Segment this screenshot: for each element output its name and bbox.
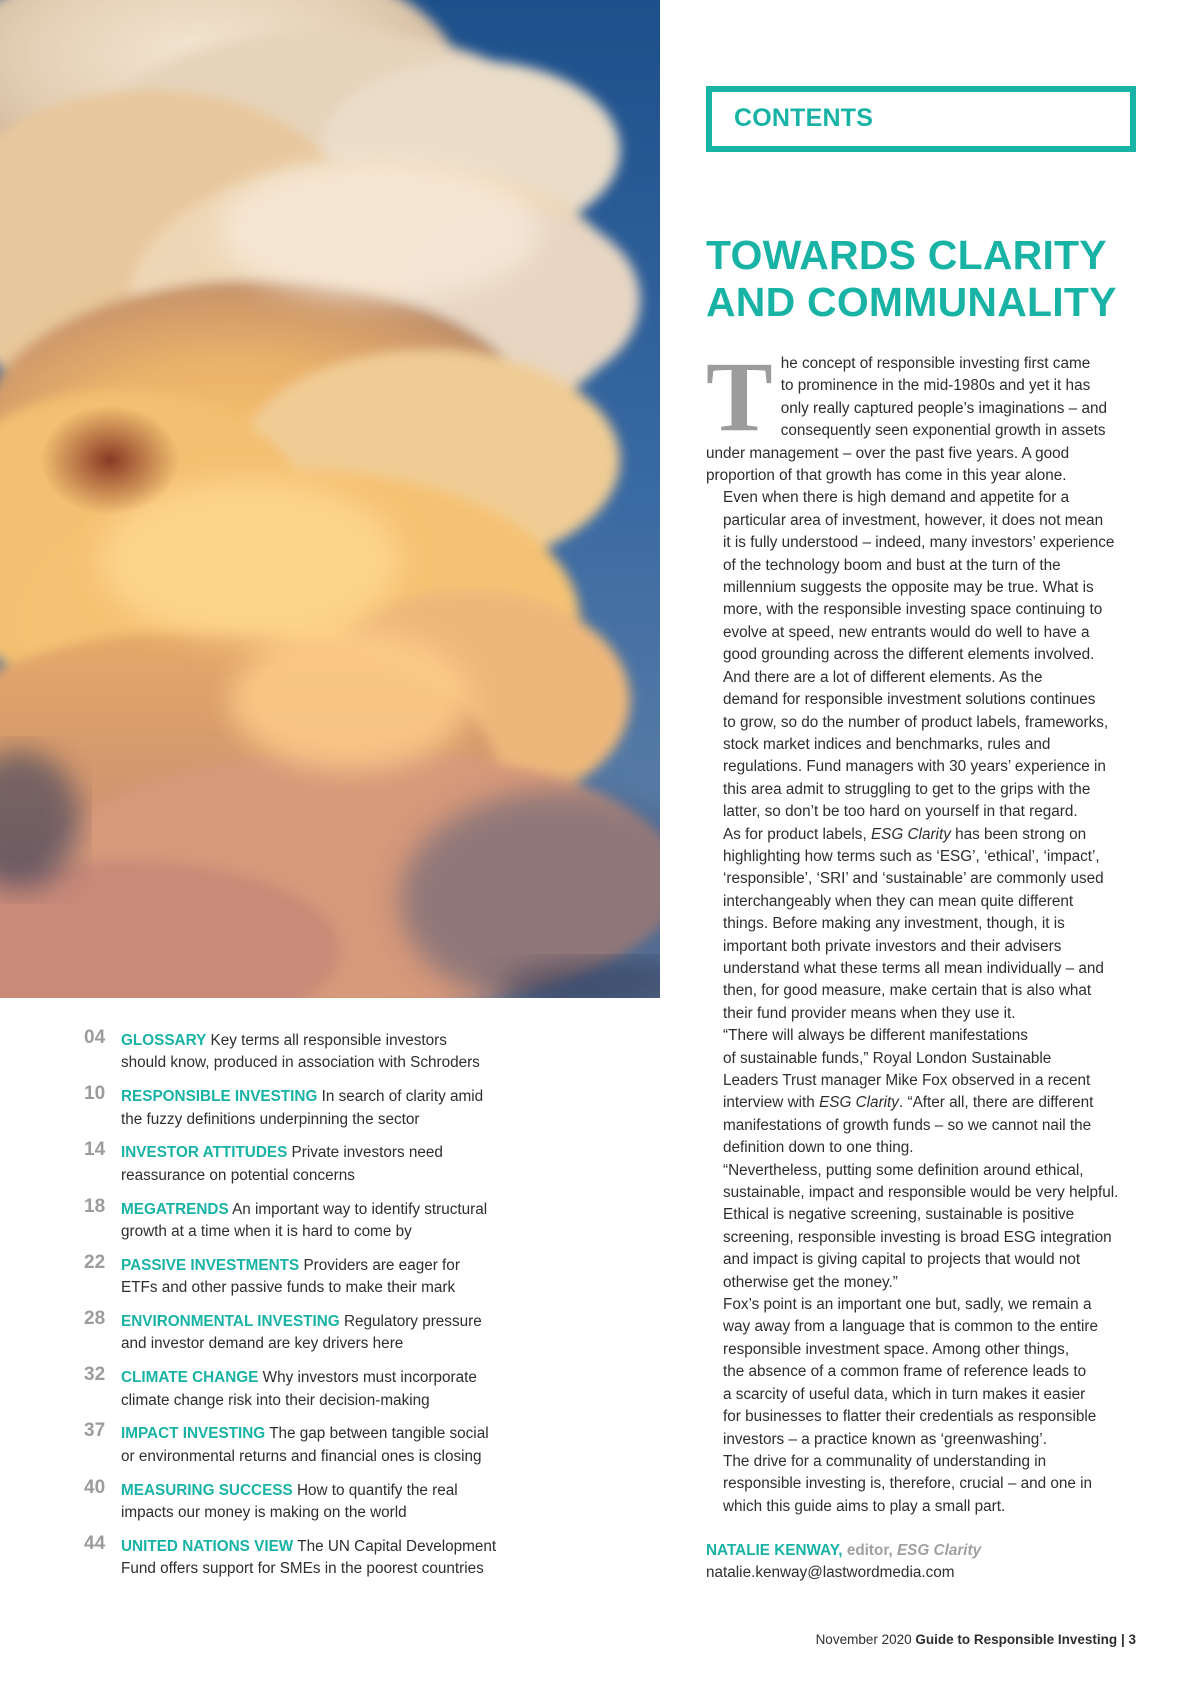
toc-entry-impact-investing[interactable]: 37 IMPACT INVESTING The gap between tangible social or environmental returns and financial ones is closing — [84, 1420, 489, 1465]
toc-entry-united-nations-view[interactable]: 44 UNITED NATIONS VIEW The UN Capital Development Fund offers support for SMEs in the poorest countries — [84, 1532, 497, 1578]
toc-entry-megatrends[interactable]: 18 MEGATRENDS An important way to identify structural growth at a time when it is hard to come by — [84, 1195, 488, 1240]
table-of-contents — [84, 1027, 584, 1592]
paragraph-3: And there are a lot of different elements. As the demand for responsible investment solutions continues to grow, so do the number of product labels, frameworks, stock market indices and benchmarks, rules and regulations. Fund managers with 30 years’ experience in this area admit to struggling to get to the grips with the latter, so don’t be too hard on yourself in that regard. — [723, 668, 1109, 821]
toc-page-number: 22 — [84, 1251, 106, 1273]
footer-date: November 2020 — [815, 1632, 912, 1647]
toc-page-number: 37 — [84, 1420, 106, 1442]
publication-name: ESG Clarity — [819, 1094, 899, 1112]
article-headline — [706, 232, 1166, 326]
toc-entry-environmental-investing[interactable]: 28 ENVIRONMENTAL INVESTING Regulatory pressure and investor demand are key drivers here — [84, 1307, 482, 1353]
page-footer — [776, 1632, 1136, 1647]
toc-entry-climate-change[interactable]: 32 CLIMATE CHANGE Why investors must incorporate climate change risk into their decision-making — [84, 1364, 477, 1409]
cloud-photo — [0, 0, 660, 998]
toc-title: MEGATRENDS — [121, 1200, 229, 1218]
author-role: editor, — [846, 1542, 893, 1559]
toc-title: PASSIVE INVESTMENTS — [121, 1256, 300, 1274]
author-name: NATALIE KENWAY, — [706, 1542, 843, 1559]
paragraph-6: “Nevertheless, putting some definition around ethical, sustainable, impact and responsible would be very helpful. Ethical is negative screening, sustainable is positive screening, responsible investing is broad ESG integration and impact is giving capital to projects that would not otherwise get the money.” — [723, 1161, 1119, 1291]
toc-title: RESPONSIBLE INVESTING — [121, 1088, 318, 1106]
byline — [706, 1540, 1136, 1585]
paragraph-1: T he concept of responsible investing first came to prominence in the mid-1980s and yet it has only really captured people’s imaginations – and consequently seen exponential growth in assets under management – over the past five years. A good proportion of that growth has come in this year alone. — [706, 341, 1107, 485]
headline-line-1: TOWARDS CLARITY — [706, 232, 1107, 278]
toc-entry-responsible-investing[interactable]: 10 RESPONSIBLE INVESTING In search of clarity amid the fuzzy definitions underpinning the sector — [84, 1083, 484, 1128]
footer-guide-title: Guide to Responsible Investing — [915, 1632, 1118, 1647]
footer-separator: | — [1120, 1632, 1125, 1647]
author-email-link[interactable]: natalie.kenway@lastwordmedia.com — [706, 1564, 955, 1582]
toc-page-number: 40 — [84, 1476, 106, 1498]
toc-page-number: 18 — [84, 1195, 106, 1217]
toc-entry-glossary[interactable]: 04 GLOSSARY Key terms all responsible investors should know, produced in association with Schroders — [84, 1027, 480, 1072]
toc-title: IMPACT INVESTING — [121, 1425, 266, 1443]
toc-title: CLIMATE CHANGE — [121, 1369, 259, 1387]
toc-title: UNITED NATIONS VIEW — [121, 1537, 294, 1555]
toc-page-number: 28 — [84, 1307, 106, 1329]
contents-header-box — [706, 86, 1136, 152]
paragraph-2: Even when there is high demand and appetite for a particular area of investment, however, it does not mean it is fully understood – indeed, many investors’ experience of the technology boom and bust at the turn of the millennium suggests the opposite may be true. What is more, with the responsible investing space continuing to evolve at speed, new entrants would do well to have a good grounding across the different elements involved. — [723, 489, 1115, 664]
publication-name: ESG Clarity — [870, 825, 951, 843]
page-number: 3 — [1128, 1632, 1136, 1647]
paragraph-4: As for product labels, ESG Clarity has been strong on highlighting how terms such as ‘ESG’, ‘ethical’, ‘impact’, ‘responsible’, ‘SRI’ and ‘sustainable’ are commonly used interchangeably when they can mean quite different things. Before making any investment, though, it is important both private investors and their advisers understand what these terms all mean individually – and then, for good measure, make certain that is also what their fund provider means when they use it. — [723, 825, 1104, 1022]
toc-title: ENVIRONMENTAL INVESTING — [121, 1312, 340, 1330]
editorial-body — [706, 341, 1130, 1518]
toc-title: INVESTOR ATTITUDES — [121, 1144, 288, 1162]
toc-title: MEASURING SUCCESS — [121, 1481, 293, 1499]
headline-line-2: AND COMMUNALITY — [706, 279, 1117, 325]
toc-entry-measuring-success[interactable]: 40 MEASURING SUCCESS How to quantify the real impacts our money is making on the world — [84, 1476, 458, 1521]
toc-page-number: 14 — [84, 1139, 106, 1161]
author-publication: ESG Clarity — [896, 1542, 982, 1559]
toc-title: GLOSSARY — [121, 1032, 207, 1049]
toc-page-number: 04 — [84, 1027, 106, 1048]
toc-entry-investor-attitudes[interactable]: 14 INVESTOR ATTITUDES Private investors need reassurance on potential concerns — [84, 1139, 443, 1184]
toc-page-number: 32 — [84, 1364, 106, 1386]
toc-page-number: 44 — [84, 1532, 106, 1554]
toc-entry-passive-investments[interactable]: 22 PASSIVE INVESTMENTS Providers are eager for ETFs and other passive funds to make their mark — [84, 1251, 460, 1297]
contents-label: CONTENTS — [734, 104, 874, 132]
drop-cap: T — [706, 341, 773, 452]
toc-page-number: 10 — [84, 1083, 106, 1105]
paragraph-8: The drive for a communality of understanding in responsible investing is, therefore, crucial – and one in which this guide aims to play a small part. — [723, 1452, 1093, 1515]
paragraph-7: Fox’s point is an important one but, sadly, we remain a way away from a language that is common to the entire responsible investment space. Among other things, the absence of a common frame of reference leads to a scarcity of useful data, which in turn makes it easier for businesses to flatter their credentials as responsible investors – a practice known as ‘greenwashing’. — [723, 1296, 1098, 1448]
paragraph-5: “There will always be different manifestations of sustainable funds,” Royal London Sustainable Leaders Trust manager Mike Fox observed in a recent interview with ESG Clarity. “After all, there are different manifestations of growth funds – so we cannot nail the definition down to one thing. — [723, 1027, 1094, 1157]
